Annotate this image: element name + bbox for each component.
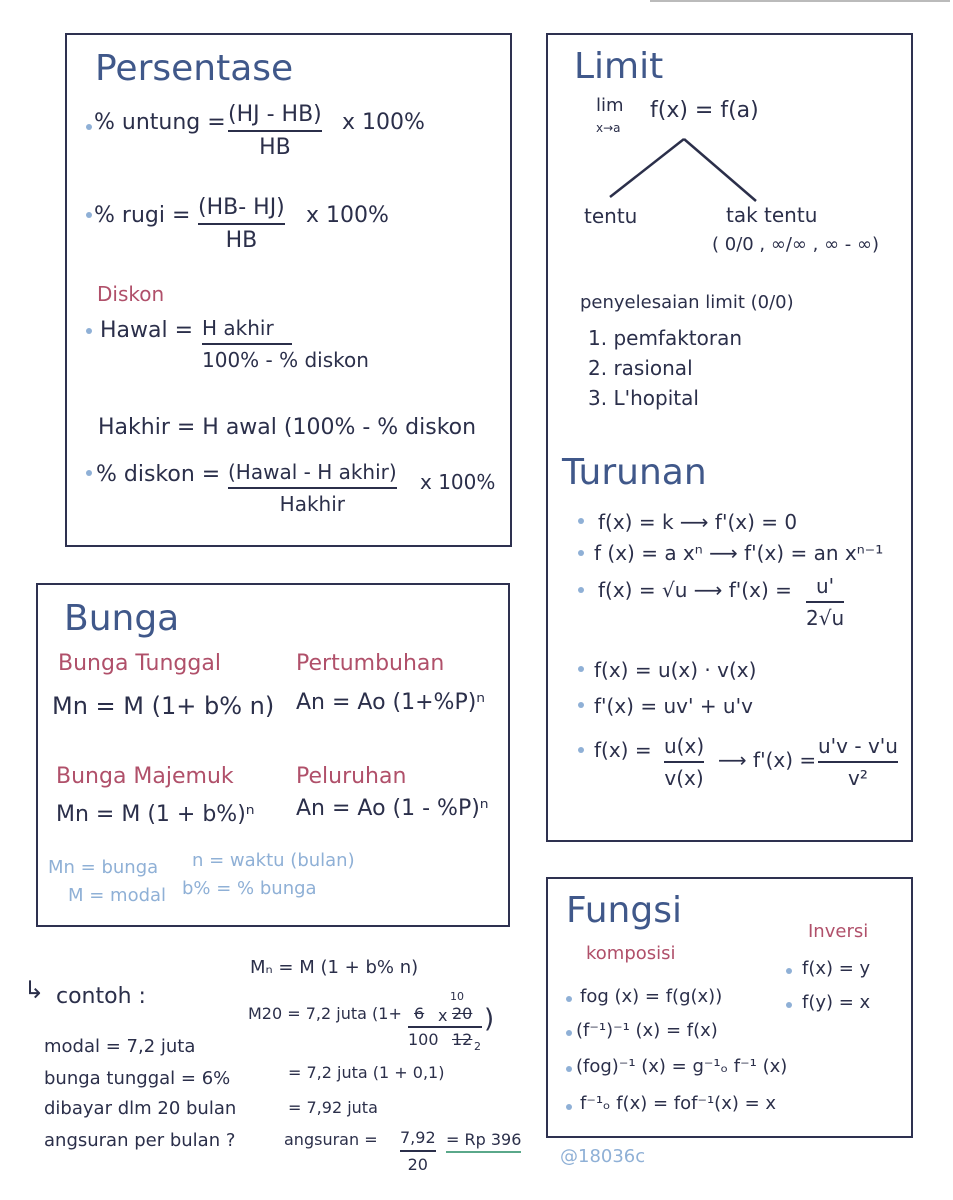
rugi-num: (HB- HJ) xyxy=(198,195,285,220)
contoh-den1: 100 xyxy=(408,1030,439,1049)
diskon-title: Diskon xyxy=(97,282,165,306)
limit-branch-lines xyxy=(600,135,770,205)
r6-num: u(x) xyxy=(664,734,705,758)
pdiskon-fraction xyxy=(228,460,397,516)
fungsi-title: Fungsi xyxy=(566,890,682,931)
limit-tentu: tentu xyxy=(584,204,638,228)
komposisi-2: (f⁻¹)⁻¹ (x) = f(x) xyxy=(576,1020,718,1041)
contoh-sup: 10 xyxy=(450,990,464,1003)
contoh-step3: = 7,92 juta xyxy=(288,1098,378,1117)
contoh-modal: modal = 7,2 juta xyxy=(44,1036,196,1057)
bullet-icon xyxy=(86,124,92,130)
komposisi-title: komposisi xyxy=(586,943,676,964)
contoh-times: x xyxy=(438,1006,448,1025)
contoh-ang-fraction xyxy=(400,1128,436,1174)
limit-penyelesaian: penyelesaian limit (0/0) xyxy=(580,292,794,313)
bullet-icon xyxy=(578,747,584,753)
bullet-icon xyxy=(578,550,584,556)
limit-item-2: 2. rasional xyxy=(588,356,693,380)
legend-m: M = modal xyxy=(68,885,167,906)
bullet-icon xyxy=(786,1002,792,1008)
fraction-bar xyxy=(400,1150,436,1152)
contoh-dibayar: dibayar dlm 20 bulan xyxy=(44,1098,237,1119)
invers-2: f(y) = x xyxy=(802,992,871,1013)
bullet-icon xyxy=(86,212,92,218)
r3-den: 2√u xyxy=(806,606,845,630)
rugi-fraction xyxy=(198,195,285,253)
rugi-lhs: % rugi = xyxy=(94,203,191,228)
rugi-mult: x 100% xyxy=(306,203,389,228)
fraction-bar xyxy=(818,761,898,763)
contoh-m20: M20 = 7,2 juta (1+ xyxy=(248,1004,402,1023)
bullet-icon xyxy=(566,1066,572,1072)
turunan-r4: f(x) = u(x) · v(x) xyxy=(594,658,757,682)
bullet-icon xyxy=(566,1104,572,1110)
hawal-num: H akhir xyxy=(202,316,274,340)
pdiskon-den: Hakhir xyxy=(279,492,346,516)
contoh-result: = Rp 396 xyxy=(446,1130,521,1153)
untung-num: (HJ - HB) xyxy=(228,102,322,127)
legend-b: b% = % bunga xyxy=(182,878,317,899)
limit-tak-tentu: tak tentu xyxy=(726,203,818,227)
arrow-icon: ↳ xyxy=(24,976,45,1004)
bullet-icon xyxy=(578,702,584,708)
bullet-icon xyxy=(578,518,584,524)
contoh-angsuran-q: angsuran per bulan ? xyxy=(44,1130,236,1151)
turunan-r3: f(x) = √u ⟶ f'(x) = xyxy=(598,578,792,602)
bunga-majemuk-title: Bunga Majemuk xyxy=(56,764,234,789)
bullet-icon xyxy=(578,666,584,672)
watermark: @18036c xyxy=(560,1146,646,1167)
persentase-title: Persentase xyxy=(95,48,294,89)
contoh-sub: 2 xyxy=(474,1040,481,1053)
limit-lim: lim xyxy=(596,95,624,116)
turunan-r6-fraction xyxy=(664,734,704,790)
turunan-r6-lhs: f(x) = xyxy=(594,738,652,762)
untung-fraction xyxy=(228,102,322,160)
bunga-tunggal-title: Bunga Tunggal xyxy=(58,651,221,676)
hakhir-formula: Hakhir = H awal (100% - % diskon xyxy=(98,415,477,440)
hawal-fraction xyxy=(202,316,369,372)
untung-mult: x 100% xyxy=(342,110,425,135)
hawal-lhs: Hawal = xyxy=(100,318,194,343)
komposisi-1: fog (x) = f(g(x)) xyxy=(580,986,723,1007)
contoh-fraction-bar xyxy=(408,1026,482,1028)
limit-item-3: 3. L'hopital xyxy=(588,386,699,410)
pertumbuhan-formula: An = Ao (1+%P)ⁿ xyxy=(296,690,486,715)
ang-num: 7,92 xyxy=(400,1128,436,1147)
untung-lhs: % untung = xyxy=(94,110,226,135)
top-edge-line xyxy=(650,0,950,2)
pdiskon-num: (Hawal - H akhir) xyxy=(228,460,397,484)
bunga-tunggal-formula: Mn = M (1+ b% n) xyxy=(52,692,275,720)
untung-den: HB xyxy=(259,135,291,160)
turunan-title: Turunan xyxy=(562,452,707,493)
bullet-icon xyxy=(566,996,572,1002)
komposisi-4: f⁻¹ₒ f(x) = fof⁻¹(x) = x xyxy=(580,1093,777,1114)
fraction-bar xyxy=(228,487,397,489)
turunan-r5: f'(x) = uv' + u'v xyxy=(594,694,753,718)
limit-formula: f(x) = f(a) xyxy=(650,98,759,123)
r6-den: v(x) xyxy=(664,766,704,790)
pdiskon-lhs: % diskon = xyxy=(96,462,221,487)
hawal-den: 100% - % diskon xyxy=(202,348,369,372)
contoh-step2: = 7,2 juta (1 + 0,1) xyxy=(288,1063,445,1082)
turunan-r6-fraction2 xyxy=(818,734,898,790)
contoh-num2: 20 xyxy=(452,1004,473,1023)
peluruhan-formula: An = Ao (1 - %P)ⁿ xyxy=(296,796,489,821)
r6-num2: u'v - v'u xyxy=(818,734,898,758)
limit-item-1: 1. pemfaktoran xyxy=(588,326,743,350)
fraction-bar xyxy=(202,343,292,345)
limit-forms: ( 0/0 , ∞/∞ , ∞ - ∞) xyxy=(712,234,880,255)
turunan-r6-mid: ⟶ f'(x) = xyxy=(718,748,817,772)
fraction-bar xyxy=(198,223,285,225)
bullet-icon xyxy=(786,968,792,974)
r6-den2: v² xyxy=(848,766,868,790)
legend-mn: Mn = bunga xyxy=(48,857,159,878)
turunan-r2: f (x) = a xⁿ ⟶ f'(x) = an xⁿ⁻¹ xyxy=(594,541,884,565)
bullet-icon xyxy=(86,328,92,334)
bullet-icon xyxy=(566,1030,572,1036)
bunga-title: Bunga xyxy=(64,598,180,639)
invers-1: f(x) = y xyxy=(802,958,871,979)
fraction-bar xyxy=(806,601,844,603)
contoh-label: contoh : xyxy=(56,984,146,1009)
bullet-icon xyxy=(86,470,92,476)
turunan-r3-fraction xyxy=(806,574,844,630)
fraction-bar xyxy=(664,761,704,763)
ang-den: 20 xyxy=(407,1155,428,1174)
fraction-bar xyxy=(228,130,322,132)
pertumbuhan-title: Pertumbuhan xyxy=(296,651,445,676)
legend-n: n = waktu (bulan) xyxy=(192,850,355,871)
turunan-r1: f(x) = k ⟶ f'(x) = 0 xyxy=(598,510,798,534)
bullet-icon xyxy=(578,587,584,593)
contoh-close-paren: ) xyxy=(484,1004,495,1034)
komposisi-3: (fog)⁻¹ (x) = g⁻¹ₒ f⁻¹ (x) xyxy=(576,1056,788,1077)
contoh-formula: Mₙ = M (1 + b% n) xyxy=(250,957,419,978)
limit-sub: x→a xyxy=(596,121,621,135)
limit-title: Limit xyxy=(574,46,664,87)
rugi-den: HB xyxy=(225,228,258,253)
r3-num: u' xyxy=(815,574,835,598)
contoh-angsuran: angsuran = xyxy=(284,1130,378,1149)
bunga-majemuk-formula: Mn = M (1 + b%)ⁿ xyxy=(56,802,255,827)
peluruhan-title: Peluruhan xyxy=(296,764,407,789)
contoh-num1: 6 xyxy=(414,1004,425,1023)
contoh-den2: 12 xyxy=(452,1030,473,1049)
pdiskon-mult: x 100% xyxy=(420,470,496,494)
contoh-bunga: bunga tunggal = 6% xyxy=(44,1068,231,1089)
invers-title: Inversi xyxy=(808,921,869,942)
